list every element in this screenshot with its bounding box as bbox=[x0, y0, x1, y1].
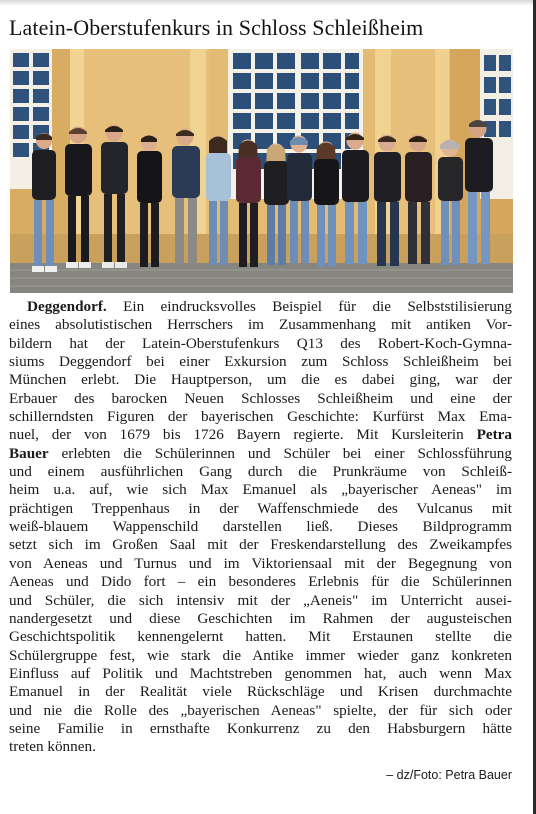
article-line: Aeneas und Dido fort – ein besonderes Erlebnis für die Schülerinnen bbox=[9, 573, 512, 591]
article-line: und Schüler, die sich intensiv mit der „Aeneis" im Unterricht ausei- bbox=[9, 591, 512, 609]
article-line: und nie die Rolle des „bayerischen Aeneas" spielte, der für sich oder bbox=[9, 701, 512, 719]
article-line: setzt sich im Großen Saal mit der Freskendarstellung des Zweikampfes bbox=[9, 536, 512, 554]
article-line: eines absolutistischen Herrschers im Zusammenhang mit antiken Vor- bbox=[9, 316, 512, 334]
article-line: Bauer erlebten die Schülerinnen und Schüler bei einer Schlossführung bbox=[9, 444, 512, 462]
article-line: nandergesetzt und diese Geschichten im Rahmen der augusteischen bbox=[9, 609, 512, 627]
article-line: Schülergruppe fest, wie stark die Antike immer wieder ganz konkreten bbox=[9, 646, 512, 664]
article-headline: Latein-Oberstufenkurs in Schloss Schleißheim bbox=[9, 15, 424, 40]
article-line: Geschichtspolitik kennengelernt hatten. Mit Erstaunen stellte die bbox=[9, 628, 512, 646]
article-line: Deggendorf. Ein eindrucksvolles Beispiel für die Selbststilisierung bbox=[27, 298, 512, 315]
article-line: Emanuel in der Realität viele Rückschläge und Krisen durchmachte bbox=[9, 683, 512, 701]
teacher-name: Petra bbox=[476, 426, 513, 444]
article-line: siums Deggendorf bei einer Exkursion zum Schloss Schleißheim bei bbox=[9, 353, 512, 371]
article-photo bbox=[10, 49, 513, 293]
article-line: prächtigen Treppenhaus in der Waffenschmiede des Vulcanus mit bbox=[9, 499, 512, 517]
article-line: Erbauer des barocken Neuen Schlosses Schleißheim und eine der bbox=[9, 389, 512, 407]
article-line: schillerndsten Figuren der bayerischen Geschichte: Kurfürst Max Ema- bbox=[9, 408, 512, 426]
article-line: heim u.a. auf, wie sich Max Emanuel als „bayerischer Aeneas" im bbox=[9, 481, 512, 499]
article-line: Einfluss auf Politik und Machtstreben genommen hat, auch wenn Max bbox=[9, 664, 512, 682]
photo-credit: – dz/Foto: Petra Bauer bbox=[386, 768, 512, 782]
article-line: und einem ausführlichen Gang durch die Prunkräume von Schleiß- bbox=[9, 463, 512, 481]
group-photo-illustration bbox=[10, 49, 513, 293]
teacher-name: Bauer bbox=[9, 444, 49, 462]
article-line: weiß-blauem Wappenschild darstellen ließ. Dieses Bildprogramm bbox=[9, 518, 512, 536]
top-rule bbox=[0, 0, 536, 6]
article-line: von Aeneas und Turnus und im Viktoriensaal mit der Begegnung von bbox=[9, 554, 512, 572]
article-line: bildern hat der Latein-Oberstufenkurs Q13 des Robert-Koch-Gymna- bbox=[9, 334, 512, 352]
article-line: seine Familie in ernsthafte Konkurrenz zu den Habsburgern hätte bbox=[9, 719, 512, 737]
article-dateline: Deggendorf. bbox=[27, 298, 107, 315]
article-body bbox=[9, 298, 512, 757]
article-line: München erlebt. Die Hauptperson, um die es dabei ging, war der bbox=[9, 371, 512, 389]
article-line: treten können. bbox=[9, 738, 96, 756]
article-line: nuel, der von 1679 bis 1726 Bayern regierte. Mit Kursleiterin Petra bbox=[9, 426, 513, 444]
